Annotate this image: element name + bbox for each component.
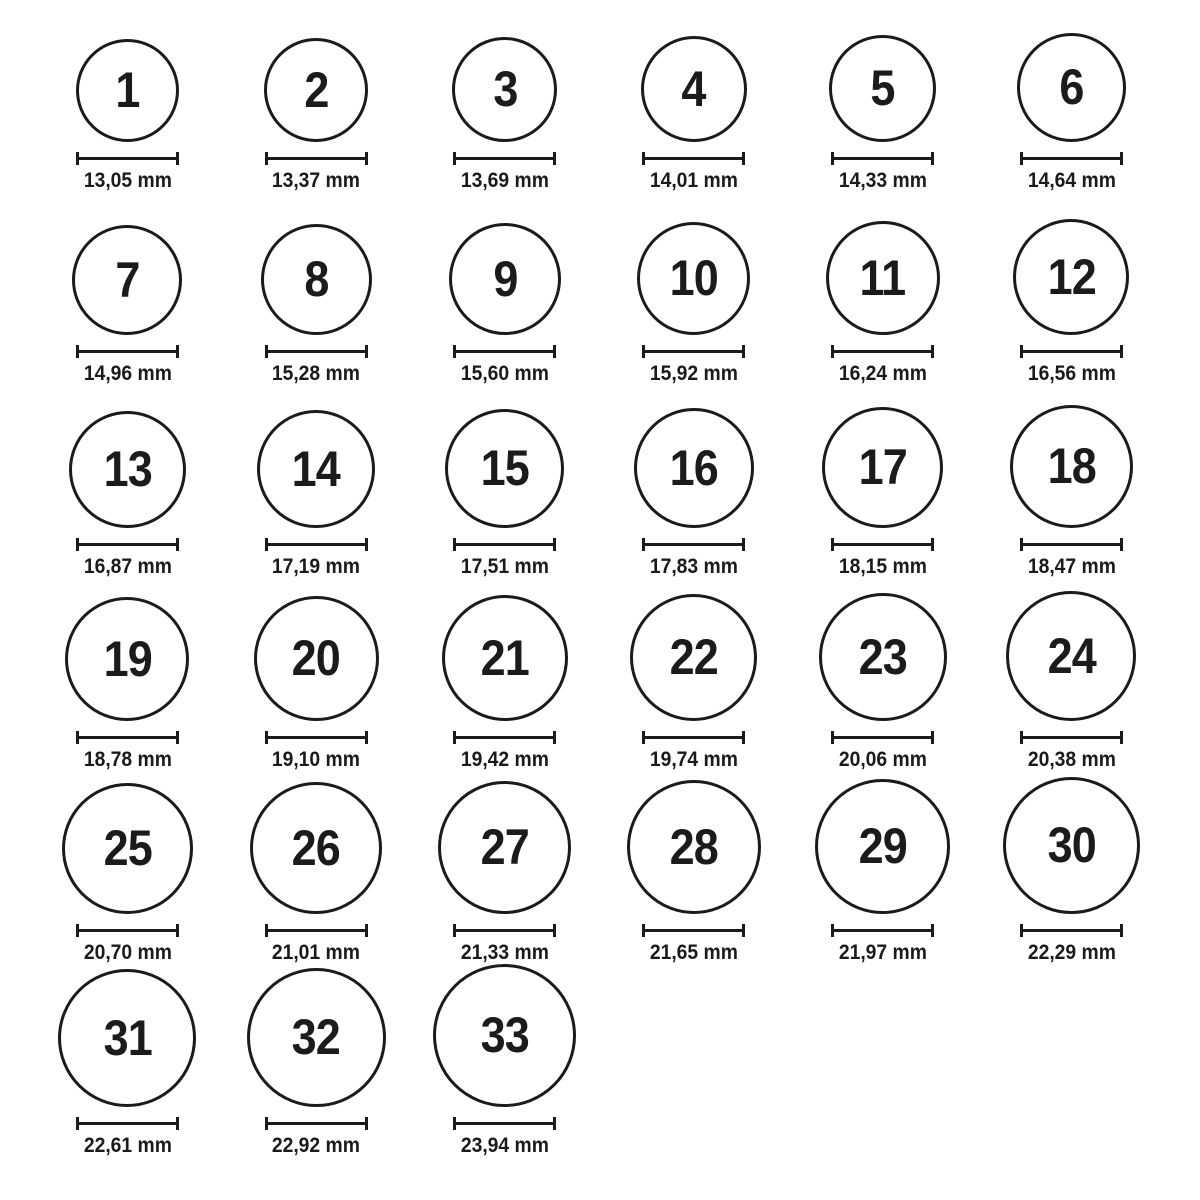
diameter-label: 19,74 mm	[649, 747, 738, 771]
diameter-label: 20,70 mm	[83, 940, 172, 964]
ring-circle	[822, 407, 943, 528]
diameter-measure-line	[453, 1117, 556, 1130]
diameter-measure-line	[642, 924, 745, 937]
ring-size-item	[222, 782, 411, 965]
diameter-measure-line	[1020, 345, 1123, 358]
diameter-label: 22,61 mm	[83, 1133, 172, 1157]
ring-circle	[433, 964, 576, 1107]
ring-size-item	[788, 593, 977, 772]
ring-size-number: 25	[103, 820, 152, 877]
ring-circle	[1006, 591, 1136, 721]
ring-size-item	[411, 595, 600, 772]
ring-circle	[438, 781, 571, 914]
diameter-label: 17,19 mm	[272, 554, 361, 578]
ring-size-number: 2	[304, 61, 329, 118]
ring-size-number: 7	[115, 251, 140, 308]
ring-size-item	[977, 405, 1166, 579]
diameter-measure-line	[265, 1117, 368, 1130]
ring-size-item	[599, 780, 788, 965]
ring-size-item	[411, 223, 600, 386]
diameter-label: 18,15 mm	[838, 554, 927, 578]
ring-size-number: 6	[1059, 59, 1084, 116]
diameter-label: 16,56 mm	[1027, 361, 1116, 385]
ring-size-number: 24	[1047, 627, 1096, 684]
ring-size-item	[33, 225, 222, 386]
diameter-label: 21,33 mm	[460, 940, 550, 964]
ring-circle	[69, 411, 186, 528]
diameter-measure-line	[642, 731, 745, 744]
chart-row	[33, 965, 1200, 1158]
ring-circle	[247, 968, 386, 1107]
ring-size-number: 12	[1047, 248, 1096, 305]
ring-size-item	[33, 411, 222, 579]
diameter-label: 14,01 mm	[649, 168, 738, 192]
diameter-measure-line	[1020, 538, 1123, 551]
ring-size-number: 10	[669, 250, 718, 307]
ring-size-number: 33	[480, 1007, 530, 1064]
ring-size-number: 29	[858, 818, 907, 875]
ring-size-item	[411, 37, 600, 193]
diameter-label: 21,65 mm	[649, 940, 738, 964]
ring-circle	[815, 779, 950, 914]
ring-size-item	[33, 783, 222, 965]
diameter-measure-line	[453, 345, 556, 358]
ring-circle	[62, 783, 193, 914]
ring-size-item	[411, 781, 600, 965]
ring-size-item	[33, 597, 222, 772]
diameter-label: 16,87 mm	[83, 554, 172, 578]
ring-circle	[829, 35, 936, 142]
diameter-label: 13,37 mm	[272, 168, 361, 192]
diameter-measure-line	[76, 538, 179, 551]
ring-size-number: 27	[480, 819, 530, 876]
ring-size-item	[222, 410, 411, 579]
diameter-measure-line	[265, 152, 368, 165]
ring-circle	[452, 37, 557, 142]
diameter-measure-line	[831, 152, 934, 165]
diameter-label: 17,51 mm	[460, 554, 550, 578]
ring-circle	[254, 596, 379, 721]
ring-size-item	[222, 968, 411, 1158]
diameter-measure-line	[831, 538, 934, 551]
ring-size-number: 3	[492, 61, 518, 118]
diameter-measure-line	[76, 152, 179, 165]
diameter-measure-line	[265, 731, 368, 744]
ring-size-number: 16	[669, 439, 718, 496]
ring-circle	[1013, 219, 1129, 335]
ring-size-item	[33, 39, 222, 193]
ring-size-item	[599, 594, 788, 772]
ring-size-item	[599, 36, 788, 193]
ring-circle	[641, 36, 747, 142]
ring-size-number: 26	[292, 819, 341, 876]
ring-size-number: 23	[858, 628, 907, 685]
ring-size-item	[33, 969, 222, 1158]
chart-row	[33, 0, 1200, 193]
diameter-measure-line	[76, 345, 179, 358]
ring-size-item	[977, 777, 1166, 965]
diameter-label: 21,01 mm	[272, 940, 361, 964]
diameter-label: 20,38 mm	[1027, 747, 1116, 771]
ring-circle	[76, 39, 179, 142]
diameter-label: 22,29 mm	[1027, 940, 1116, 964]
ring-size-number: 17	[858, 439, 907, 496]
diameter-label: 21,97 mm	[838, 940, 927, 964]
diameter-label: 22,92 mm	[272, 1133, 361, 1157]
ring-size-number: 11	[859, 249, 906, 306]
ring-circle	[1017, 33, 1126, 142]
ring-circle	[442, 595, 568, 721]
ring-size-item	[977, 33, 1166, 193]
diameter-label: 15,60 mm	[460, 361, 550, 385]
ring-size-number: 28	[669, 818, 718, 875]
ring-size-number: 19	[103, 630, 152, 687]
ring-circle	[65, 597, 189, 721]
ring-size-item	[788, 779, 977, 965]
ring-size-item	[222, 224, 411, 386]
ring-circle	[445, 409, 564, 528]
ring-size-number: 4	[681, 60, 706, 117]
chart-row	[33, 579, 1200, 772]
ring-circle	[630, 594, 757, 721]
ring-size-number: 13	[103, 441, 152, 498]
ring-circle	[250, 782, 382, 914]
ring-circle	[826, 221, 940, 335]
ring-size-number: 32	[292, 1009, 341, 1066]
diameter-measure-line	[453, 731, 556, 744]
chart-row	[33, 386, 1200, 579]
diameter-measure-line	[265, 924, 368, 937]
ring-circle	[1003, 777, 1140, 914]
ring-size-item	[222, 596, 411, 772]
diameter-measure-line	[831, 731, 934, 744]
ring-size-number: 14	[292, 440, 341, 497]
ring-size-number: 21	[480, 629, 530, 686]
ring-circle	[257, 410, 375, 528]
ring-circle	[1010, 405, 1133, 528]
diameter-label: 20,06 mm	[838, 747, 927, 771]
diameter-label: 15,28 mm	[272, 361, 361, 385]
diameter-label: 19,10 mm	[272, 747, 361, 771]
diameter-measure-line	[453, 538, 556, 551]
diameter-measure-line	[642, 538, 745, 551]
ring-size-number: 9	[492, 250, 518, 307]
diameter-label: 14,33 mm	[838, 168, 927, 192]
ring-size-item	[788, 35, 977, 193]
ring-size-item	[599, 222, 788, 386]
ring-circle	[261, 224, 372, 335]
diameter-label: 14,64 mm	[1027, 168, 1116, 192]
ring-size-item	[411, 964, 600, 1158]
ring-circle	[449, 223, 561, 335]
ring-size-item	[977, 591, 1166, 772]
ring-size-number: 1	[115, 62, 140, 119]
diameter-measure-line	[76, 731, 179, 744]
diameter-measure-line	[453, 152, 556, 165]
ring-size-item	[599, 408, 788, 579]
ring-size-number: 30	[1047, 817, 1096, 874]
chart-row	[33, 193, 1200, 386]
ring-size-number: 18	[1047, 438, 1096, 495]
ring-circle	[819, 593, 947, 721]
diameter-measure-line	[76, 924, 179, 937]
diameter-measure-line	[453, 924, 556, 937]
diameter-measure-line	[642, 152, 745, 165]
diameter-measure-line	[831, 345, 934, 358]
ring-circle	[634, 408, 754, 528]
diameter-label: 18,78 mm	[83, 747, 172, 771]
ring-circle	[58, 969, 196, 1107]
ring-size-item	[788, 407, 977, 579]
diameter-label: 23,94 mm	[460, 1133, 550, 1157]
ring-circle	[637, 222, 750, 335]
ring-size-number: 8	[304, 251, 329, 308]
diameter-measure-line	[1020, 152, 1123, 165]
chart-row	[33, 772, 1200, 965]
ring-size-item	[977, 219, 1166, 386]
diameter-label: 13,69 mm	[460, 168, 550, 192]
diameter-label: 19,42 mm	[460, 747, 550, 771]
diameter-label: 18,47 mm	[1027, 554, 1116, 578]
diameter-label: 16,24 mm	[838, 361, 927, 385]
ring-circle	[264, 38, 368, 142]
ring-size-item	[222, 38, 411, 193]
ring-size-number: 22	[669, 629, 718, 686]
diameter-measure-line	[1020, 731, 1123, 744]
ring-size-number: 31	[103, 1009, 152, 1066]
diameter-label: 14,96 mm	[83, 361, 172, 385]
diameter-measure-line	[1020, 924, 1123, 937]
diameter-label: 17,83 mm	[649, 554, 738, 578]
ring-size-number: 5	[870, 60, 895, 117]
ring-circle	[627, 780, 761, 914]
ring-circle	[72, 225, 182, 335]
diameter-measure-line	[76, 1117, 179, 1130]
ring-size-item	[411, 409, 600, 579]
diameter-measure-line	[265, 345, 368, 358]
diameter-measure-line	[642, 345, 745, 358]
diameter-label: 13,05 mm	[83, 168, 172, 192]
ring-size-item	[788, 221, 977, 386]
diameter-label: 15,92 mm	[649, 361, 738, 385]
diameter-measure-line	[265, 538, 368, 551]
ring-size-number: 20	[292, 630, 341, 687]
ring-size-number: 15	[480, 440, 530, 497]
diameter-measure-line	[831, 924, 934, 937]
